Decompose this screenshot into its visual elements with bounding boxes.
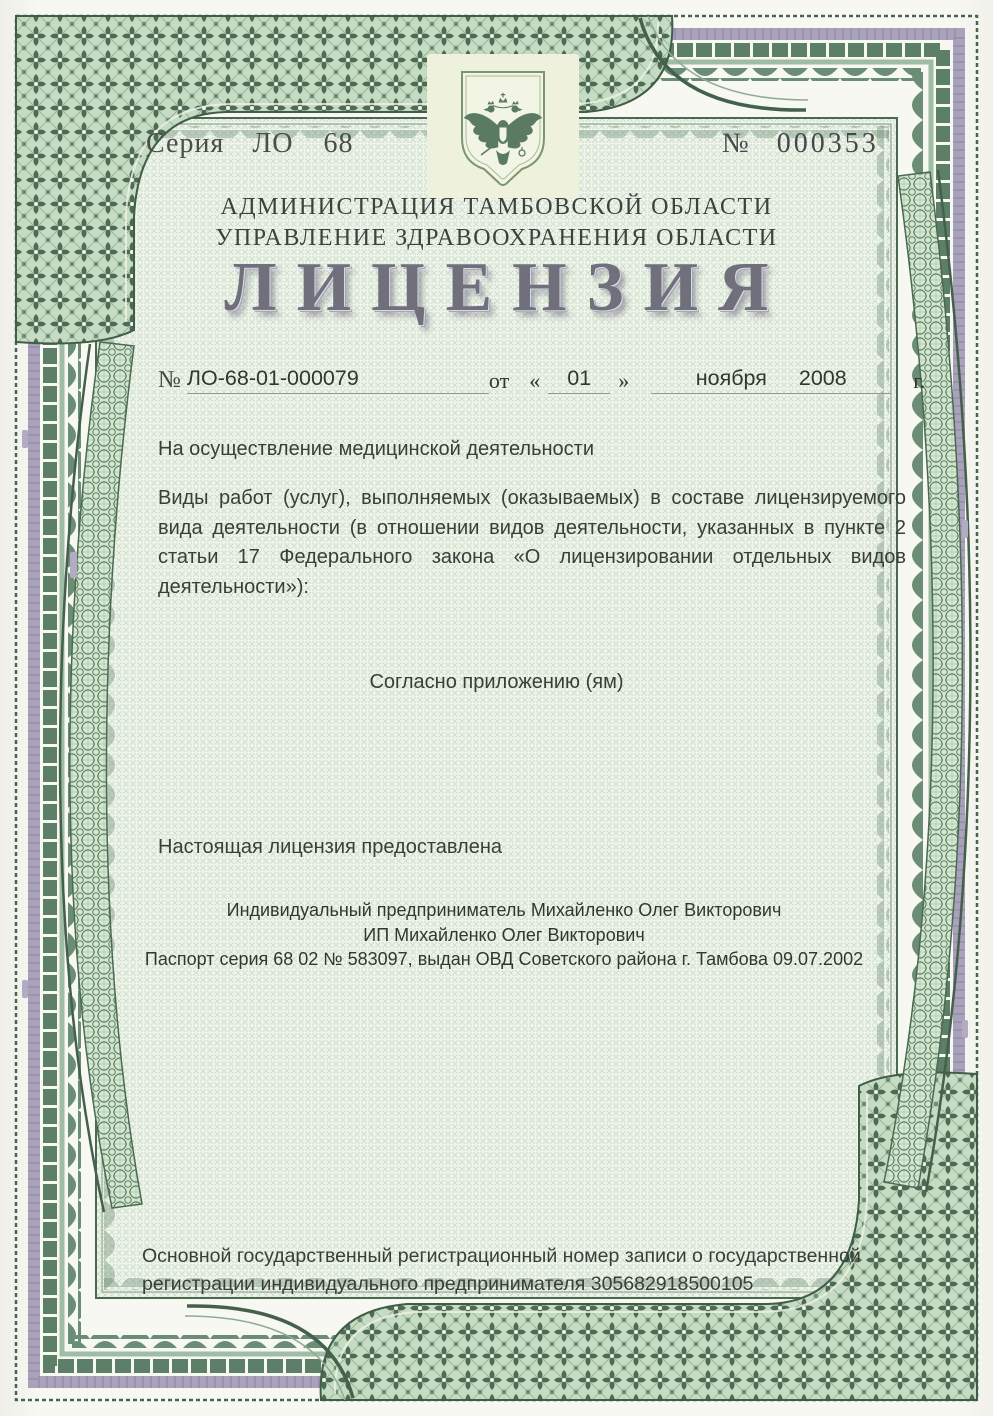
- attachment-note: Согласно приложению (ям): [369, 671, 624, 693]
- license-day: 01: [548, 366, 610, 394]
- grantee-line-3: Паспорт серия 68 02 № 583097, выдан ОВД Советского района г. Тамбова 09.07.2002: [144, 949, 864, 969]
- series-row: [146, 128, 354, 160]
- grantee-line-1: Индивидуальный предприниматель Михайленко Олег Викторович: [226, 900, 782, 920]
- license-number-row: [158, 366, 926, 394]
- license-month-year: ноября 2008: [651, 366, 891, 394]
- doc-number-sign: №: [722, 128, 749, 159]
- authority-line-1: АДМИНИСТРАЦИЯ ТАМБОВСКОЙ ОБЛАСТИ: [220, 194, 773, 220]
- doc-number-value: 000353: [776, 128, 879, 159]
- series-value: ЛО: [252, 128, 294, 159]
- authority-header: [0, 192, 993, 254]
- series-region: 68: [323, 128, 354, 159]
- grantee-block: [70, 898, 938, 972]
- granted-label: Настоящая лицензия предоставлена: [158, 836, 503, 858]
- license-number: ЛО-68-01-000079: [187, 366, 489, 394]
- quote-open: «: [529, 368, 541, 393]
- year-suffix: г.: [913, 368, 926, 393]
- activity-line: На осуществление медицинской деятельности: [158, 438, 594, 460]
- emblem-badge: [427, 54, 579, 198]
- series-label: Серия: [146, 128, 225, 159]
- authority-line-2: УПРАВЛЕНИЕ ЗДРАВООХРАНЕНИЯ ОБЛАСТИ: [215, 225, 778, 251]
- date-from-label: от: [488, 368, 510, 393]
- page-title: ЛИЦЕНЗИЯ: [224, 249, 789, 326]
- doc-number: [722, 128, 879, 160]
- license-no-sign: №: [158, 367, 181, 393]
- ogrn-paragraph: Основной государственный регистрационный номер записи о государственной регистрации индивидуального предпринимателя 305682918500105: [142, 1245, 861, 1295]
- works-paragraph: Виды работ (услуг), выполняемых (оказываемых) в составе лицензируемого вида деятельности (в отношении видов деятельности, указанных в пункте 2 статьи 17 Федерального закона «О лицензировании отдельных видов деятельности»):: [158, 487, 906, 598]
- quote-close: »: [618, 368, 630, 393]
- license-date: [489, 366, 925, 394]
- grantee-line-2: ИП Михайленко Олег Викторович: [363, 924, 645, 945]
